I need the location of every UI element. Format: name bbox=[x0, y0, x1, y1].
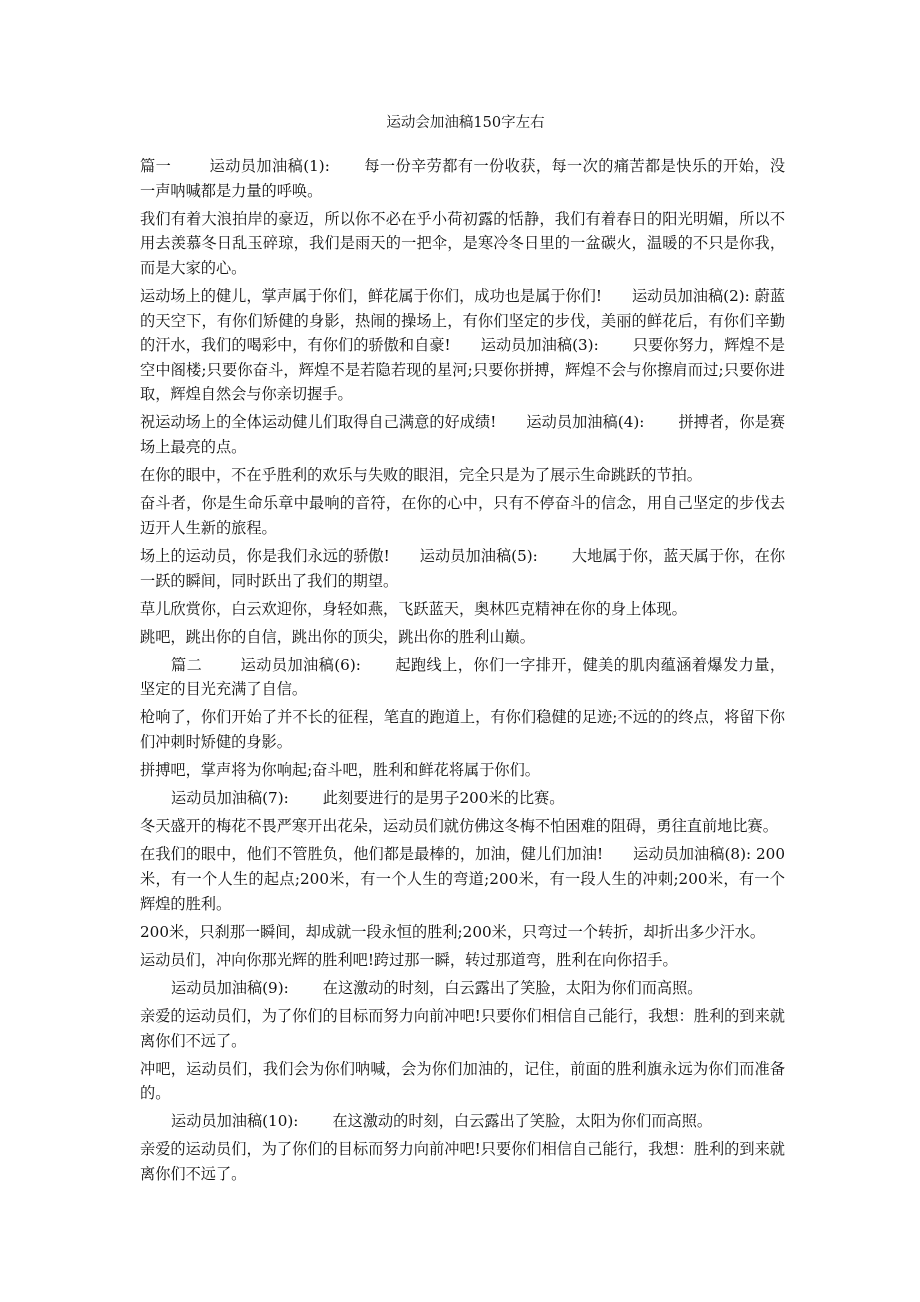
paragraph-19: 亲爱的运动员们，为了你们的目标而努力向前冲吧!只要你们相信自己能行，我想：胜利的到来就离你们不远了。 bbox=[140, 1007, 785, 1050]
document-title: 运动会加油稿150字左右 bbox=[386, 115, 545, 131]
paragraph-text: 每一份辛劳都有一份收获，每一次的痛苦都是快乐的开始，没一声呐喊都是力量的呼唤。 bbox=[140, 157, 786, 200]
paragraph-17: 运动员们，冲向你那光辉的胜利吧!跨过那一瞬，转过那道弯，胜利在向你招手。 bbox=[140, 950, 678, 969]
speech-heading: 运动员加油稿(1): bbox=[209, 157, 330, 175]
paragraph-20: 冲吧，运动员们，我们会为你们呐喊，会为你们加油的，记住，前面的胜利旗永远为你们而准备的。 bbox=[140, 1059, 785, 1103]
speech-heading: 运动员加油稿(6): bbox=[240, 655, 361, 674]
paragraph-8: 草儿欣赏你，白云欢迎你，身轻如燕，飞跃蓝天，奥林匹克精神在你的身上体现。 bbox=[140, 599, 687, 618]
speech-heading: 运动员加油稿(3): bbox=[480, 336, 599, 355]
paragraph-6: 奋斗者，你是生命乐章中最响的音符，在你的心中，只有不停奋斗的信念，用自己坚定的步伐去迈开人生新的旅程。 bbox=[140, 494, 785, 537]
paragraph-9: 跳吧，跳出你的自信，跳出你的顶尖，跳出你的胜利山巅。 bbox=[140, 627, 535, 646]
paragraph-1 bbox=[140, 154, 785, 203]
paragraph-text: 拼搏者，你是赛场上最亮的点。 bbox=[140, 413, 786, 457]
speech-heading: 运动员加油稿(9): bbox=[171, 978, 289, 997]
paragraph-text: 起跑线上，你们一字排开，健美的肌肉蕴涵着爆发力量，坚定的目光充满了自信。 bbox=[140, 655, 786, 699]
paragraph-text: 只要你努力，辉煌不是空中阁楼;只要你奋斗，辉煌不是若隐若现的星河;只要你拼搏，辉煌不会与你擦肩而过;只要你进取，辉煌自然会与你亲切握手。 bbox=[140, 336, 785, 404]
paragraph-14: 冬天盛开的梅花不畏严寒开出花朵，运动员们就仿佛这冬梅不怕困难的阻碍，勇往直前地比赛。 bbox=[140, 817, 778, 836]
paragraph-text: 蔚蓝的天空下，有你们矫健的身影，热闹的操场上，有你们坚定的步伐，美丽的鲜花后，有你们辛勤的汗水，我们的喝彩中，有你们的骄傲和自豪! bbox=[140, 286, 786, 355]
speech-heading: 运动员加油稿(7): bbox=[171, 789, 289, 808]
paragraph-text: 在这激动的时刻，白云露出了笑脸，太阳为你们而高照。 bbox=[332, 1112, 713, 1131]
paragraph-15 bbox=[140, 842, 785, 916]
paragraph-12: 拼搏吧，掌声将为你响起;奋斗吧，胜利和鲜花将属于你们。 bbox=[140, 761, 540, 780]
speech-heading: 运动员加油稿(5): bbox=[419, 546, 538, 565]
paragraph-13 bbox=[140, 786, 785, 811]
paragraph-10 bbox=[140, 653, 785, 702]
paragraph-2: 我们有着大浪拍岸的豪迈，所以你不必在乎小荷初露的恬静，我们有着春日的阳光明媚，所以不用去羡慕冬日乱玉碎琼，我们是雨天的一把伞，是寒冷冬日里的一盆碳火，温暖的不只是你我，而是大家的心。 bbox=[140, 209, 785, 277]
paragraph-text: 祝运动场上的全体运动健儿们取得自己满意的好成绩! bbox=[140, 413, 497, 432]
paragraph-21 bbox=[140, 1109, 785, 1134]
section-label: 篇二 bbox=[171, 655, 203, 674]
paragraph-18 bbox=[140, 976, 785, 1001]
paragraph-text: 200米，有一个人生的起点;200米，有一个人生的弯道;200米，有一段人生的冲刺;200米，有一个辉煌的胜利。 bbox=[140, 845, 786, 913]
speech-heading: 运动员加油稿(4): bbox=[526, 413, 645, 432]
paragraph-text: 大地属于你，蓝天属于你，在你一跃的瞬间，同时跃出了我们的期望。 bbox=[140, 546, 786, 590]
speech-heading: 运动员加油稿(2): bbox=[631, 286, 750, 305]
paragraph-text: 运动场上的健儿，掌声属于你们，鲜花属于你们，成功也是属于你们! bbox=[140, 286, 602, 305]
paragraph-text: 在我们的眼中，他们不管胜负，他们都是最棒的，加油，健儿们加油! bbox=[140, 845, 604, 864]
paragraph-text: 在这激动的时刻，白云露出了笑脸，太阳为你们而高照。 bbox=[322, 978, 703, 997]
speech-heading: 运动员加油稿(8): bbox=[633, 845, 752, 864]
paragraph-text: 此刻要进行的是男子200米的比赛。 bbox=[322, 789, 565, 808]
paragraph-7 bbox=[140, 544, 785, 593]
paragraph-4 bbox=[140, 410, 785, 459]
speech-heading: 运动员加油稿(10): bbox=[171, 1112, 299, 1131]
paragraph-5: 在你的眼中，不在乎胜利的欢乐与失败的眼泪，完全只是为了展示生命跳跃的节拍。 bbox=[140, 466, 702, 485]
section-label: 篇一 bbox=[140, 157, 172, 175]
paragraph-16: 200米，只刹那一瞬间，却成就一段永恒的胜利;200米，只弯过一个转折，却折出多少汗水。 bbox=[140, 922, 766, 941]
paragraph-22: 亲爱的运动员们，为了你们的目标而努力向前冲吧!只要你们相信自己能行，我想：胜利的到来就离你们不远了。 bbox=[140, 1140, 785, 1184]
paragraph-3 bbox=[140, 284, 785, 407]
paragraph-11: 枪响了，你们开始了并不长的征程，笔直的跑道上，有你们稳健的足迹;不远的的终点，将留下你们冲刺时矫健的身影。 bbox=[140, 708, 785, 752]
paragraph-text: 场上的运动员，你是我们永远的骄傲! bbox=[140, 546, 390, 565]
